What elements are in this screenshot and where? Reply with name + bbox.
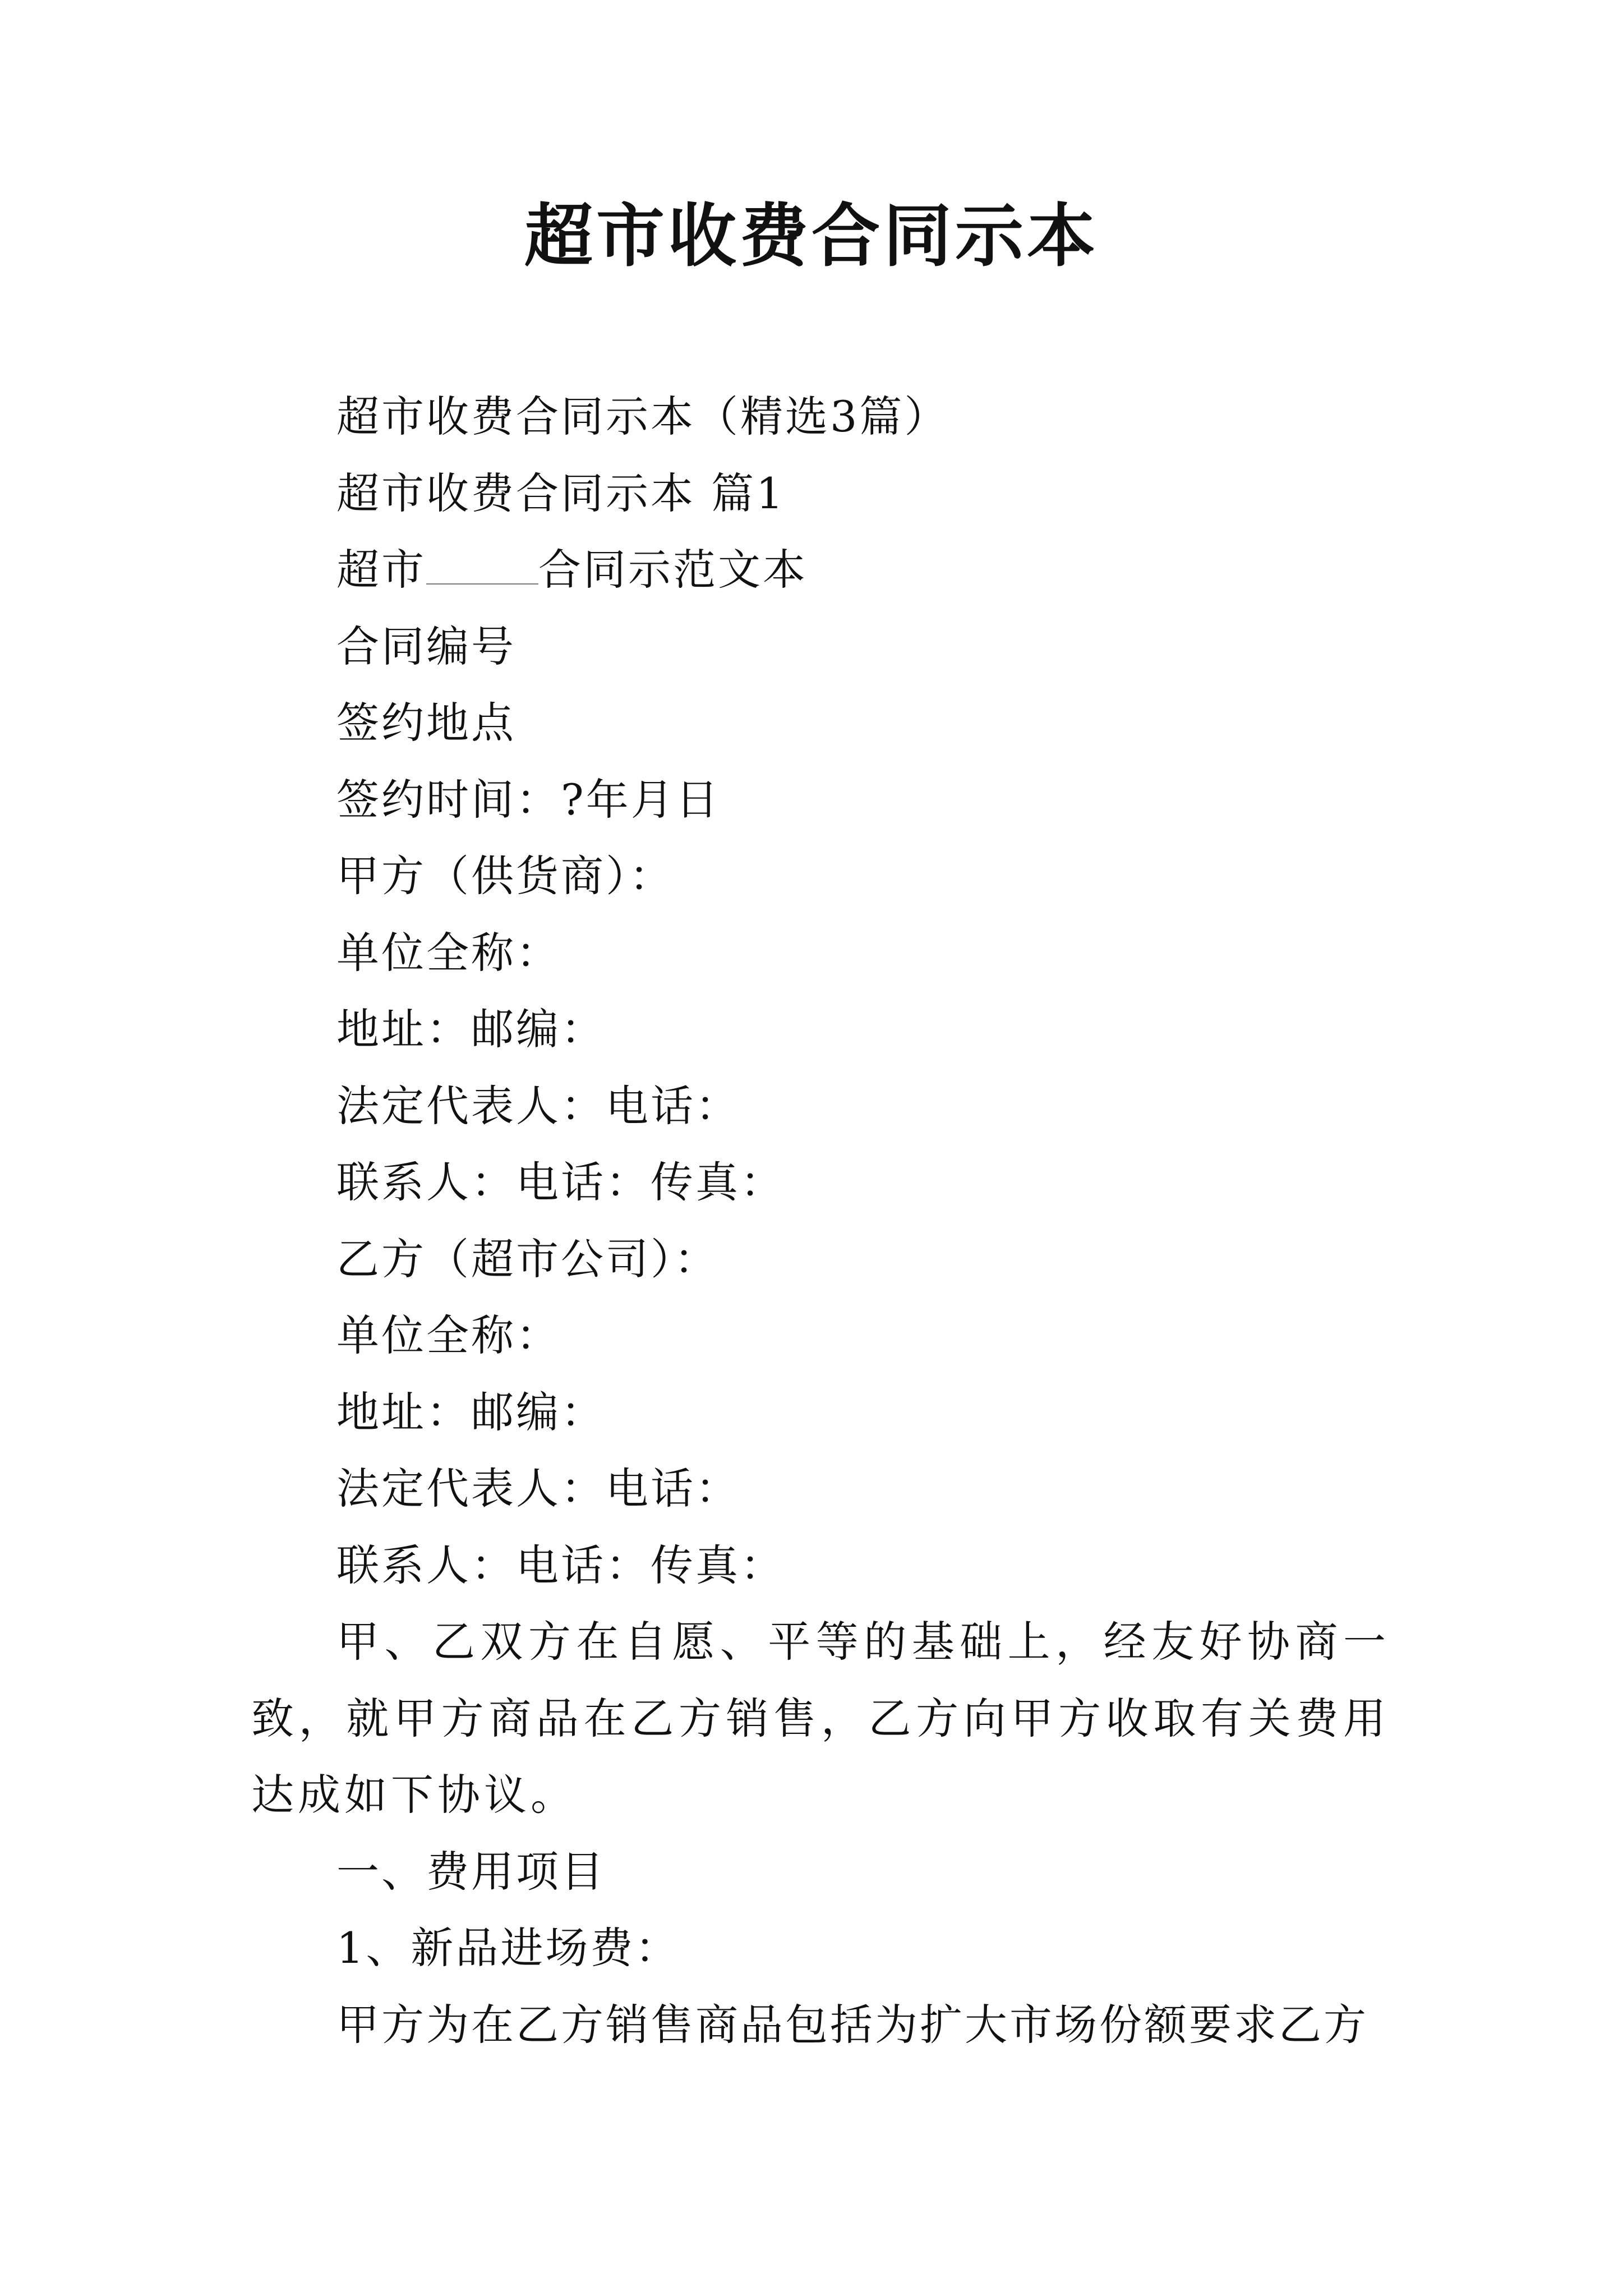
party-b-address-line: 地址：邮编：	[336, 1387, 606, 1437]
blank-underline	[426, 544, 538, 585]
document-body	[251, 379, 1390, 2063]
party-b-name-line: 单位全称：	[336, 1310, 561, 1360]
document-title: 超市收费合同示本	[524, 195, 1099, 276]
sign-time-line: 签约时间：?年月日	[336, 774, 721, 825]
contract-name-prefix: 超市	[336, 545, 426, 595]
party-a-name-line: 单位全称：	[336, 927, 561, 978]
agreement-paragraph: 甲、乙双方在自愿、平等的基础上，经友好协商一致，就甲方商品在乙方销售，乙方向甲方收取有关费用达成如下协议。	[251, 1617, 1390, 1820]
sign-place-line: 签约地点	[336, 698, 516, 748]
item-one-text: 甲方为在乙方销售商品包括为扩大市场份额要求乙方	[336, 1999, 1368, 2050]
contract-number-line: 合同编号	[336, 621, 516, 671]
section-one-heading: 一、费用项目	[336, 1846, 606, 1897]
party-b-heading: 乙方（超市公司）：	[336, 1234, 719, 1284]
party-a-heading: 甲方（供货商）：	[336, 851, 674, 901]
collection-title: 超市收费合同示本（精选3篇）	[336, 392, 949, 441]
article-heading: 超市收费合同示本 篇1	[336, 468, 786, 518]
contract-name-line	[251, 532, 1390, 609]
party-b-contact-line: 联系人：电话：传真：	[336, 1540, 785, 1590]
party-a-legal-rep-line: 法定代表人：电话：	[336, 1080, 740, 1131]
contract-name-suffix: 合同示范文本	[538, 545, 808, 595]
party-b-legal-rep-line: 法定代表人：电话：	[336, 1464, 740, 1513]
party-a-address-line: 地址：邮编：	[336, 1004, 606, 1054]
party-a-contact-line: 联系人：电话：传真：	[336, 1157, 785, 1207]
item-one-heading: 1、新品进场费：	[336, 1923, 680, 1973]
